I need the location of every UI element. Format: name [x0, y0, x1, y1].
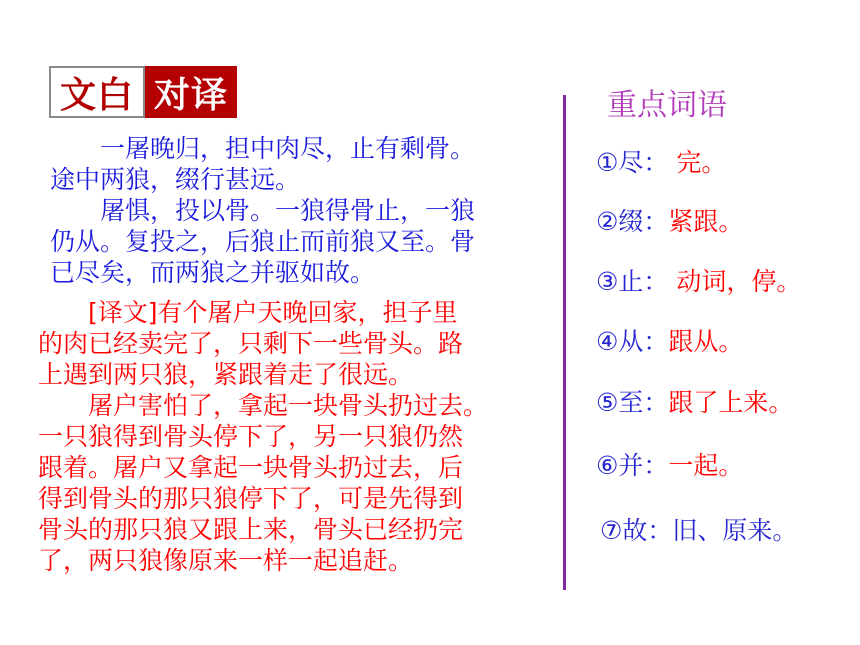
original-line: 屠惧，投以骨。一狼得骨止，一狼	[50, 196, 476, 225]
vertical-divider	[563, 95, 566, 590]
vocab-definition: 一起。	[668, 451, 744, 480]
title-part-duiyi: 对译	[145, 66, 237, 118]
translation-line: 屠户害怕了，拿起一块骨头扔过去。	[38, 391, 489, 420]
vocab-item	[596, 143, 726, 179]
vocab-item	[596, 322, 743, 358]
vocab-term: ⑦故：	[600, 516, 673, 545]
vocab-term: ②缀：	[596, 207, 669, 236]
original-line: 仍从。复投之，后狼止而前狼又至。骨	[50, 227, 476, 256]
title-part-wenbai: 文白	[49, 66, 145, 118]
translation-line: 了，两只狼像原来一样一起追赶。	[38, 546, 414, 575]
vocab-definition: 旧、原来。	[672, 516, 798, 545]
translation-line: 得到骨头的那只狼停下了，可是先得到	[38, 484, 464, 513]
vocab-item	[596, 446, 743, 482]
title-badge	[49, 66, 237, 122]
vocab-definition: 紧跟。	[668, 207, 744, 236]
original-line: 已尽矣，而两狼之并驱如故。	[50, 258, 376, 287]
vocab-item	[596, 262, 801, 298]
original-text-block	[50, 133, 550, 288]
translation-line: 跟着。屠户又拿起一块骨头扔过去，后	[38, 453, 464, 482]
vocab-term: ③止：	[596, 267, 669, 296]
vocab-term: ⑤至：	[596, 388, 669, 417]
translation-line: 骨头的那只狼又跟上来，骨头已经扔完	[38, 515, 464, 544]
original-line: 一屠晚归，担中肉尽，止有剩骨。	[50, 134, 476, 163]
vocab-definition: 动词，停。	[668, 267, 802, 296]
vocab-definition: 跟从。	[668, 327, 744, 356]
vocab-definition: 完。	[668, 148, 727, 177]
vocab-item	[600, 511, 797, 547]
vocab-item	[596, 383, 793, 419]
vocab-heading: 重点词语	[607, 88, 727, 123]
vocab-term: ①尽：	[596, 148, 669, 177]
translation-line: 上遇到两只狼，紧跟着走了很远。	[38, 360, 414, 389]
vocab-item	[596, 202, 743, 238]
translation-line: 一只狼得到骨头停下了，另一只狼仍然	[38, 422, 464, 451]
vocab-term: ⑥并：	[596, 451, 669, 480]
vocab-term: ④从：	[596, 327, 669, 356]
translation-line: [译文]有个屠户天晚回家，担子里	[38, 298, 458, 327]
translation-text-block	[38, 297, 548, 576]
translation-line: 的肉已经卖完了，只剩下一些骨头。路	[38, 329, 464, 358]
original-line: 途中两狼，缀行甚远。	[50, 165, 301, 194]
vocab-definition: 跟了上来。	[668, 388, 794, 417]
